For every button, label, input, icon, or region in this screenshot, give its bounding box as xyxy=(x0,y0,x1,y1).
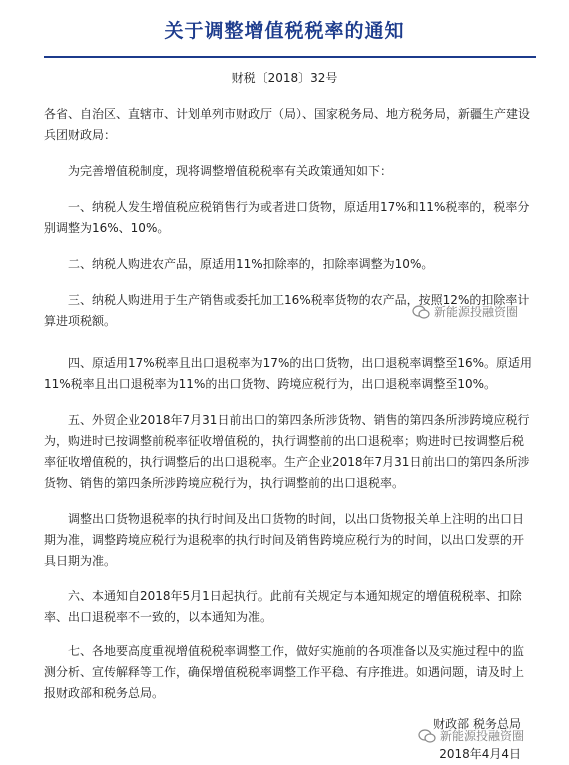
document-number: 财税〔2018〕32号 xyxy=(231,71,338,85)
intro-paragraph: 为完善增值税制度，现将调整增值税税率有关政策通知如下： xyxy=(68,164,393,178)
article-7: 七、各地要高度重视增值税税率调整工作，做好实施前的各项准备以及实施过程中的监测分析、宣传解释等工作，确保增值税税率调整工作平稳、有序推进。如遇问题，请及时上报财政部和税务总局。 xyxy=(44,644,525,700)
addressee: 各省、自治区、直辖市、计划单列市财政厅（局）、国家税务局、地方税务局，新疆生产建设兵团财政局： xyxy=(44,107,531,142)
watermark-bottom xyxy=(418,727,524,744)
article-5: 五、外贸企业2018年7月31日前出口的第四条所涉货物、销售的第四条所涉跨境应税行为，购进时已按调整前税率征收增值税的，执行调整前的出口退税率；购进时已按调整后税率征收增值税的，执行调整后的出口退税率。生产企业2018年7月31日前出口的第四条所涉货物、销售的第四条所涉跨境应税行为，执行调整前的出口退税率。 xyxy=(44,413,530,490)
document-title: 关于调整增值税税率的通知 xyxy=(164,20,405,42)
article-3: 三、纳税人购进用于生产销售或委托加工16%税率货物的农产品，按照12%的扣除率计算进项税额。 xyxy=(44,293,530,328)
article-5-note: 调整出口货物退税率的执行时间及出口货物的时间，以出口货物报关单上注明的出口日期为准，调整跨境应税行为退税率的执行时间及销售跨境应税行为的时间，以出口发票的开具日期为准。 xyxy=(44,512,525,568)
article-6: 六、本通知自2018年5月1日起执行。此前有关规定与本通知规定的增值税税率、扣除率、出口退税率不一致的，以本通知为准。 xyxy=(44,589,522,624)
wechat-icon xyxy=(418,729,436,743)
article-4: 四、原适用17%税率且出口退税率为17%的出口货物，出口退税率调整至16%。原适用11%税率且出口退税率为11%的出口货物、跨境应税行为，出口退税率调整至10%。 xyxy=(44,356,533,391)
watermark-top xyxy=(412,303,518,320)
wechat-icon xyxy=(412,305,430,319)
document-date: 2018年4月4日 xyxy=(439,747,521,761)
watermark-text: 新能源投融资圈 xyxy=(434,305,519,319)
article-2: 二、纳税人购进农产品，原适用11%扣除率的，扣除率调整为10%。 xyxy=(68,257,434,271)
title-divider xyxy=(44,56,536,58)
watermark-text: 新能源投融资圈 xyxy=(440,729,525,743)
article-1: 一、纳税人发生增值税应税销售行为或者进口货物，原适用17%和11%税率的，税率分别调整为16%、10%。 xyxy=(44,200,530,235)
signature: 财政部 税务总局 xyxy=(433,717,521,731)
